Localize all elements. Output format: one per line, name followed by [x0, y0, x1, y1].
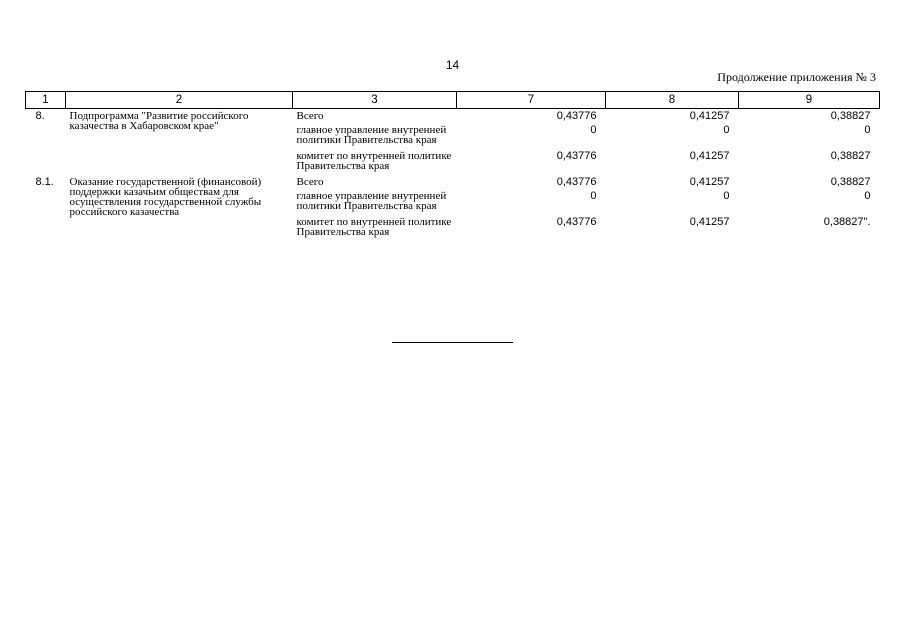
value-col-9: 0	[864, 124, 871, 136]
value-col-8: 0	[723, 124, 730, 136]
appendix-continuation-note: Продолжение приложения № 3	[717, 70, 876, 84]
row-number: 8.1.	[35, 176, 54, 188]
closing-rule-divider	[392, 342, 513, 343]
row-number: 8.	[35, 110, 45, 122]
column-header-8: 8	[606, 92, 739, 109]
value-col-9: 0,38827".	[823, 216, 871, 228]
financing-table	[25, 91, 880, 239]
value-col-7: 0	[590, 190, 597, 202]
column-header-2: 2	[66, 92, 293, 109]
value-col-9: 0,38827	[830, 150, 871, 162]
value-col-9: 0	[864, 190, 871, 202]
executor-cell: комитет по внутренней политике Правительства края	[296, 216, 452, 238]
value-col-7: 0,43776	[556, 216, 597, 228]
value-col-9: 0,38827	[830, 110, 871, 122]
table-row	[26, 109, 880, 125]
column-header-1: 1	[26, 92, 66, 109]
column-header-3: 3	[293, 92, 457, 109]
value-col-8: 0,41257	[689, 110, 730, 122]
measure-name: Оказание государственной (финансовой) поддержки казачьим обществам для осуществления государственной службы российского казачества	[69, 176, 262, 218]
page-number: 14	[445, 58, 460, 72]
column-header-7: 7	[457, 92, 606, 109]
table-row	[26, 173, 880, 190]
value-col-8: 0,41257	[689, 150, 730, 162]
value-col-7: 0,43776	[556, 176, 597, 188]
value-col-8: 0	[723, 190, 730, 202]
value-col-8: 0,41257	[689, 176, 730, 188]
executor-cell: комитет по внутренней политике Правительства края	[296, 150, 452, 172]
value-col-7: 0	[590, 124, 597, 136]
value-col-8: 0,41257	[689, 216, 730, 228]
value-col-7: 0,43776	[556, 150, 597, 162]
executor-cell: Всего	[296, 110, 324, 122]
executor-cell: Всего	[296, 176, 324, 188]
value-col-7: 0,43776	[556, 110, 597, 122]
value-col-9: 0,38827	[830, 176, 871, 188]
executor-cell: главное управление внутренней политики Правительства края	[296, 190, 447, 212]
measure-name: Подпрограмма "Развитие российского казачества в Хабаровском крае"	[69, 110, 249, 132]
executor-cell: главное управление внутренней политики Правительства края	[296, 124, 447, 146]
column-header-9: 9	[739, 92, 880, 109]
table-header-row	[26, 92, 880, 109]
